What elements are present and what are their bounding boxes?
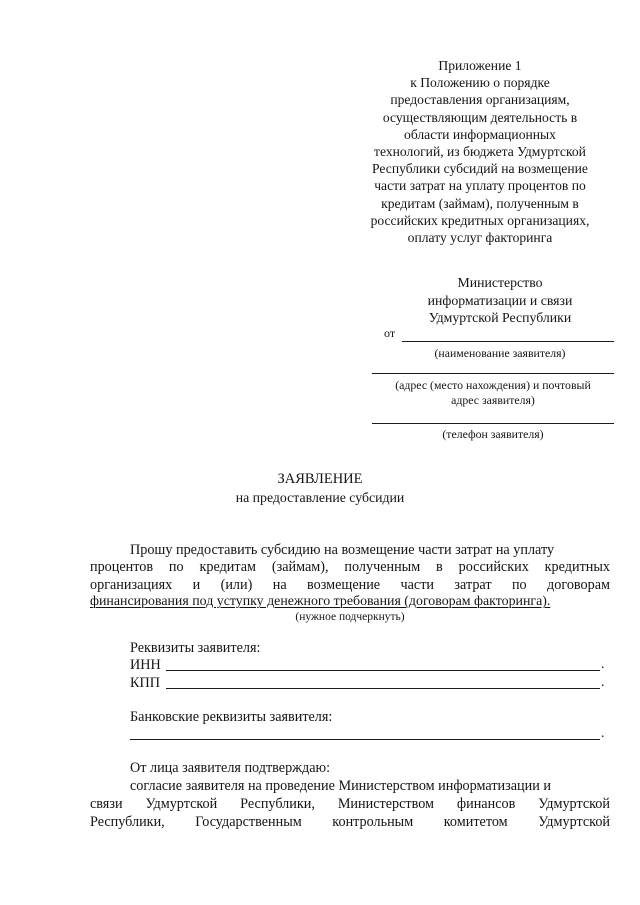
underline-note: (нужное подчеркнуть): [295, 611, 405, 623]
appendix-line: части затрат на уплату процентов по: [374, 178, 586, 194]
address-hint-line2: адрес заявителя): [451, 393, 535, 407]
appendix-line: осуществляющим деятельность в: [382, 109, 578, 125]
appendix-line: российских кредитных организациях,: [370, 212, 590, 228]
recipient-line: информатизации и связи: [427, 292, 573, 308]
confirmation-line: связи Удмуртской Республики, Министерством финансов Удмуртской: [90, 796, 610, 812]
appendix-line: кредитам (займам), полученным в: [381, 195, 579, 211]
bank-requisites-field[interactable]: [130, 739, 600, 740]
kpp-field[interactable]: [166, 688, 600, 689]
bank-terminator: .: [601, 726, 605, 741]
recipient-block: [380, 274, 620, 327]
applicant-phone-field[interactable]: [372, 423, 614, 424]
request-line-underlined: финансирования под уступку денежного требования (договорам факторинга).: [90, 594, 551, 609]
confirmation-line: Республики, Государственным контрольным комитетом Удмуртской: [90, 814, 610, 830]
confirmation-line: согласие заявителя на проведение Министерством информатизации и: [130, 778, 551, 794]
document-subtitle: на предоставление субсидии: [235, 490, 405, 505]
request-line: Прошу предоставить субсидию на возмещение части затрат на уплату: [130, 542, 555, 558]
applicant-address-field[interactable]: [372, 373, 614, 374]
requisites-heading: Реквизиты заявителя:: [130, 640, 261, 656]
confirmation-heading: От лица заявителя подтверждаю:: [130, 760, 331, 776]
inn-terminator: .: [601, 657, 605, 672]
applicant-name-hint: (наименование заявителя): [434, 346, 566, 360]
appendix-header: [340, 57, 620, 246]
appendix-line: предоставления организациям,: [390, 92, 570, 108]
document-title: ЗАЯВЛЕНИЕ: [277, 471, 363, 487]
appendix-line: Приложение 1: [438, 58, 522, 73]
phone-hint: (телефон заявителя): [442, 427, 544, 441]
appendix-line: к Положению о порядке: [410, 75, 550, 91]
applicant-name-field[interactable]: [402, 341, 614, 342]
recipient-line: Министерство: [457, 275, 543, 290]
kpp-terminator: .: [601, 675, 605, 690]
from-label: от: [384, 326, 396, 340]
address-hint-line1: (адрес (место нахождения) и почтовый: [395, 378, 591, 392]
recipient-line: Удмуртской Республики: [428, 310, 572, 325]
inn-field[interactable]: [166, 670, 600, 671]
bank-requisites-heading: Банковские реквизиты заявителя:: [130, 709, 333, 725]
appendix-line: Республики субсидий на возмещение: [372, 161, 588, 177]
appendix-line: технологий, из бюджета Удмуртской: [374, 144, 586, 160]
from-row: [384, 325, 616, 345]
request-line: процентов по кредитам (займам), полученным в российских кредитных: [90, 559, 610, 575]
appendix-line: области информационных: [404, 126, 556, 142]
kpp-label: КПП: [130, 675, 160, 691]
inn-label: ИНН: [130, 657, 161, 673]
request-line: организациях и (или) на возмещение части затрат по договорам: [90, 577, 610, 593]
appendix-line: оплату услуг факторинга: [407, 230, 553, 246]
